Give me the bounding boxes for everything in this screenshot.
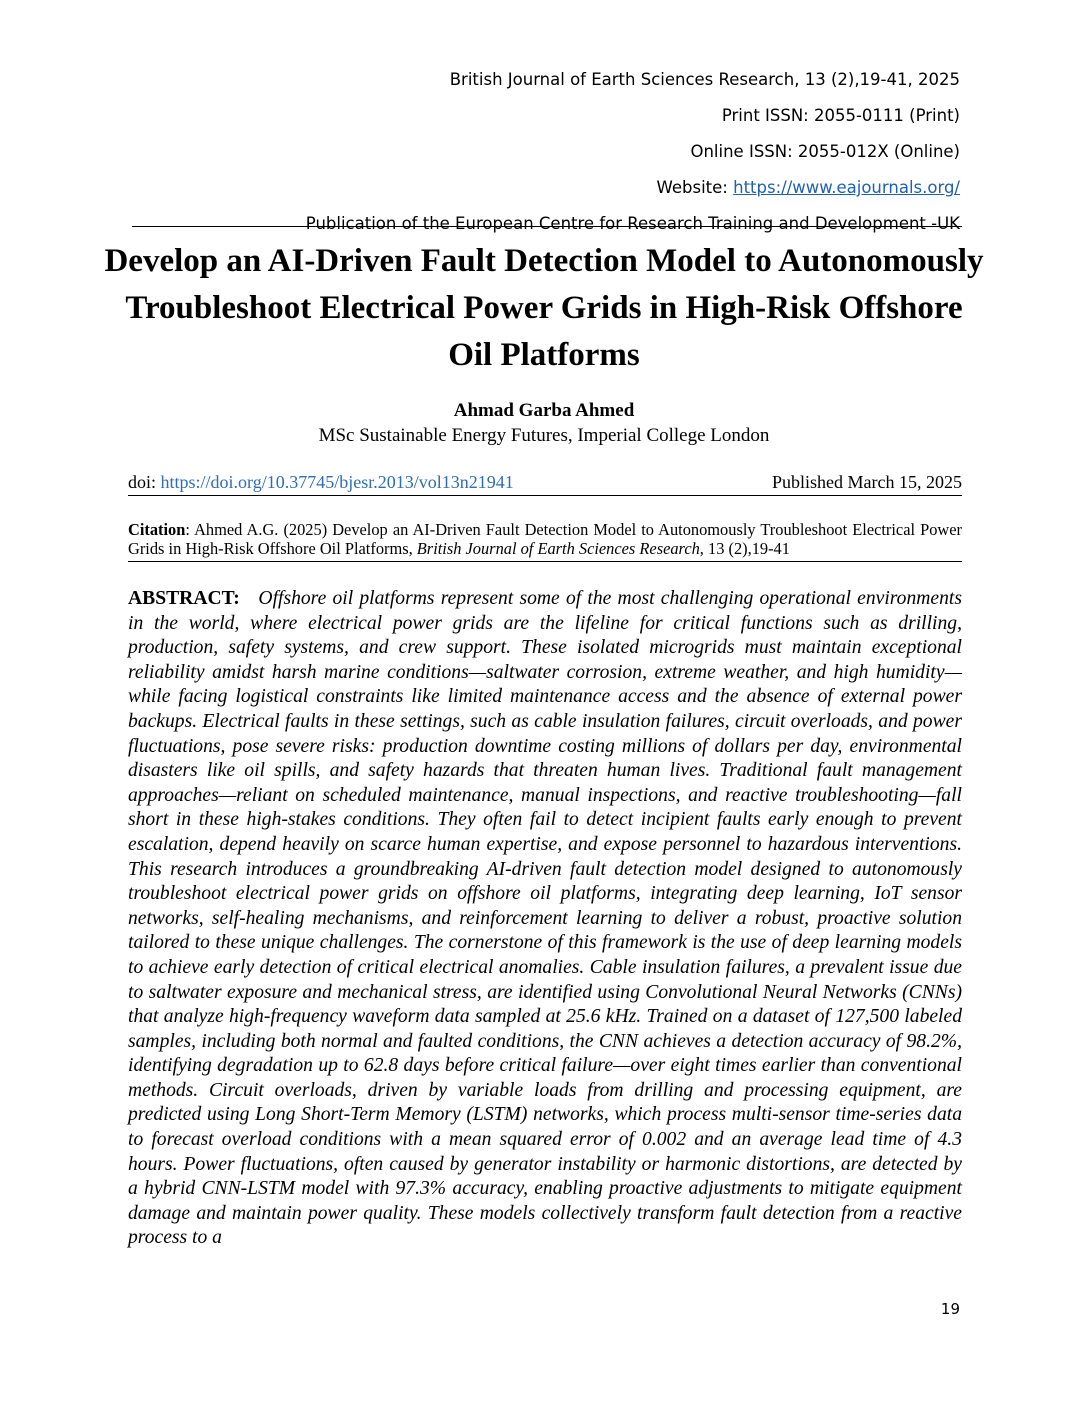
abstract-label: ABSTRACT: xyxy=(128,588,240,609)
citation-journal: British Journal of Earth Sciences Research xyxy=(416,539,700,558)
header-rule xyxy=(132,226,962,227)
citation-label: Citation xyxy=(128,520,186,539)
doi-rule xyxy=(128,495,962,496)
citation-rule xyxy=(128,561,962,562)
publisher-line: Publication of the European Centre for Research Training and Development -UK xyxy=(305,214,960,233)
website-line xyxy=(306,170,960,206)
citation-pages: , 13 (2),19-41 xyxy=(699,539,790,558)
online-issn: Online ISSN: 2055-012X (Online) xyxy=(690,142,960,161)
author-name: Ahmad Garba Ahmed xyxy=(453,400,635,421)
paper-title: Develop an AI-Driven Fault Detection Model to Autonomously Troubleshoot Electrical Power Grids in High-Risk Offshore Oil Platforms xyxy=(104,243,984,373)
abstract-text: Offshore oil platforms represent some of the most challenging operational environments in the world, where electrical power grids are the lifeline for critical functions such as drilling, production, safety systems, and crew support. These isolated microgrids must maintain exceptional reliability amidst harsh marine conditions—saltwater corrosion, extreme weather, and high humidity—while facing logistical constraints like limited maintenance access and the absence of external power backups. Electrical faults in these settings, such as cable insulation failures, circuit overloads, and power fluctuations, pose severe risks: production downtime costing millions of dollars per day, environmental disasters like oil spills, and safety hazards that threaten human lives. Traditional fault management approaches—reliant on scheduled maintenance, manual inspections, and reactive troubleshooting—fall short in these high-stakes conditions. They often fail to detect incipient faults early enough to prevent escalation, depend heavily on scarce human expertise, and expose personnel to hazardous interventions. This research introduces a groundbreaking AI-driven fault detection model designed to autonomously troubleshoot electrical power grids on offshore oil platforms, integrating deep learning, IoT sensor networks, self-healing mechanisms, and reinforcement learning to deliver a robust, proactive solution tailored to these unique challenges. The cornerstone of this framework is the use of deep learning models to achieve early detection of critical electrical anomalies. Cable insulation failures, a prevalent issue due to saltwater exposure and mechanical stress, are identified using Convolutional Neural Networks (CNNs) that analyze high-frequency waveform data sampled at 25.6 kHz. Trained on a dataset of 127,500 labeled samples, including both normal and faulted conditions, the CNN achieves a detection accuracy of 98.2%, identifying degradation up to 62.8 days before critical failure—over eight times earlier than conventional methods. Circuit overloads, driven by variable loads from drilling and processing equipment, are predicted using Long Short-Term Memory (LSTM) networks, which process multi-sensor time-series data to forecast overload conditions with a mean squared error of 0.002 and an average lead time of 4.3 hours. Power fluctuations, often caused by generator instability or harmonic distortions, are detected by a hybrid CNN-LSTM model with 97.3% accuracy, enabling proactive adjustments to mitigate equipment damage and maintain power quality. These models collectively transform fault detection from a reactive process to a xyxy=(128,588,962,1249)
journal-header xyxy=(306,62,960,242)
doi-link[interactable]: https://doi.org/10.37745/bjesr.2013/vol13n21941 xyxy=(160,472,514,492)
abstract xyxy=(128,587,962,1251)
author-affiliation: MSc Sustainable Energy Futures, Imperial College London xyxy=(318,425,770,446)
doi-row xyxy=(128,471,962,493)
website-link[interactable]: https://www.eajournals.org/ xyxy=(733,178,960,197)
doi xyxy=(128,471,514,493)
page-number: 19 xyxy=(940,1300,960,1318)
journal-line: British Journal of Earth Sciences Research, 13 (2),19-41, 2025 xyxy=(449,70,960,89)
citation xyxy=(128,520,962,558)
doi-label: doi: xyxy=(128,472,161,492)
print-issn: Print ISSN: 2055-0111 (Print) xyxy=(721,106,960,125)
citation-text: : Ahmed A.G. (2025) Develop an AI-Driven Fault Detection Model to Autonomously Troubleshoot Electrical Power Grids in High-Risk Offshore Oil Platforms, xyxy=(128,520,962,558)
website-label: Website: xyxy=(656,178,734,197)
published-date: Published March 15, 2025 xyxy=(772,472,962,492)
